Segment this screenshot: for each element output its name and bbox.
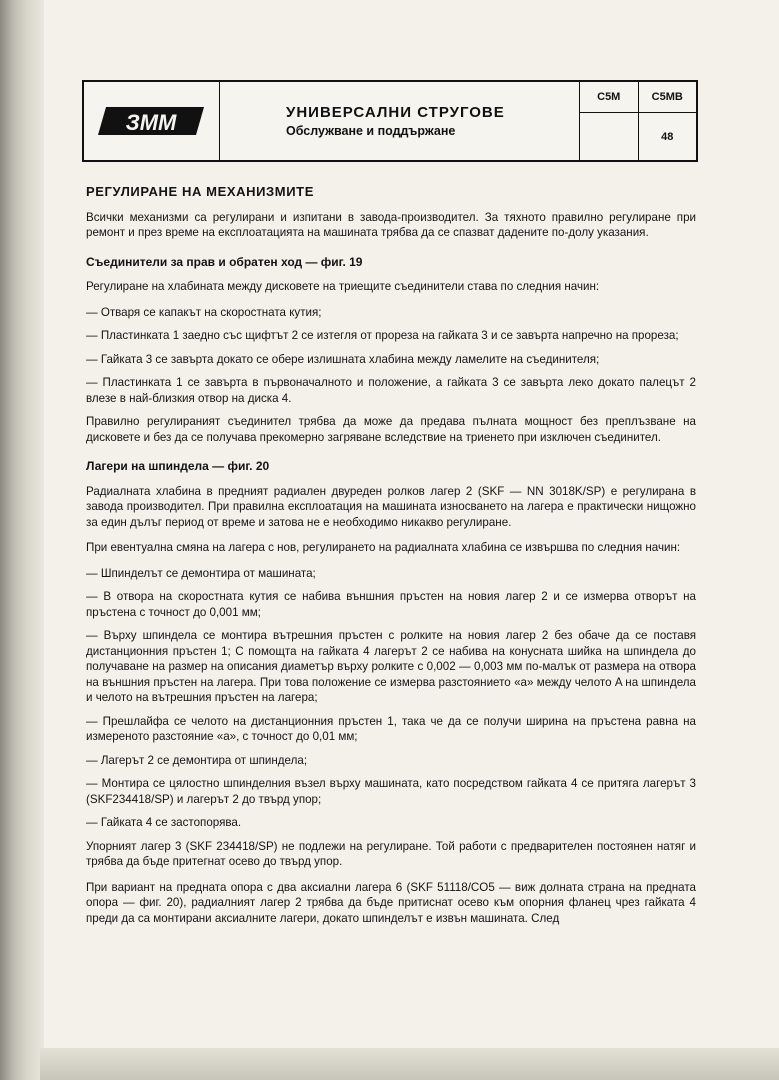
section1-item: — Пластинката 1 се завърта в първоначалното и положение, а гайката 3 се завърта леко докато палецът 2 влезе в най-близкия отвор на диска 4. [86, 376, 696, 405]
section1-item: — Пластинката 1 заедно със щифтът 2 се изтегля от прореза на гайката 3 и се завърта напречно на прореза; [86, 329, 679, 342]
section2-item: — Шпинделът се демонтира от машината; [86, 566, 316, 580]
book-binding-edge [0, 0, 46, 1080]
zmm-logo-icon [96, 103, 208, 139]
document-title: УНИВЕРСАЛНИ СТРУГОВЕ [286, 104, 505, 121]
section2-paragraph: Упорният лагер 3 (SKF 234418/SP) не подлежи на регулиране. Той работи с предварителен постоянен натяг и трябва да бъде притегнат осево до твърд упор. [86, 839, 696, 868]
page-number: 48 [661, 130, 674, 143]
intro-paragraph: Всички механизми са регулирани и изпитани в завода-производител. За тяхното правилно регулиране при ремонт и през време на експлоатацията на машината трябва да се спазват дадените по-долу указания. [86, 210, 696, 239]
logo-cell [84, 82, 220, 160]
models-blank-cell [580, 113, 639, 160]
section2-item: — В отвора на скоростната кутия се набива външния пръстен на новия лагер 2 и се измерва отворът на пръстена с точност до 0,001 мм; [86, 590, 696, 619]
section1-title: Съединители за прав и обратен ход — фиг. 19 [86, 254, 363, 269]
main-heading: РЕГУЛИРАНЕ НА МЕХАНИЗМИТЕ [86, 184, 314, 199]
document-body [86, 184, 696, 936]
section2-item: — Монтира се цялостно шпинделния възел върху машината, като посредством гайката 4 се притяга лагерът 3 (SKF234418/SP) и лагерът 2 до твърд упор; [86, 777, 696, 806]
section2-item: — Върху шпиндела се монтира вътрешния пръстен с ролките на новия лагер 2 без обаче да се поставя дистанционния пръстен 1; С помощта на гайката 4 лагерът 2 се набива на конусната шийка на шпиндела до получаване на размер на описания диаметър върху ролките с 0,002 — 0,003 мм по-малък от размера на отвора на външния пръстен на лагера. При това положение се измерва разстоянието «а» между челото A на шпиндела и челото на вътрешния пръстен на лагера; [86, 629, 696, 704]
section1-closing: Правилно регулираният съединител трябва да може да предава пълната мощност без преплъзване на дисковете и без да се получава прекомерно загряване вследствие на триенето при изключен съединител. [86, 415, 696, 444]
models-cell [580, 82, 696, 160]
section1-lead: Регулиране на хлабината между дисковете на триещите съединители става по следния начин: [86, 280, 600, 293]
document-header [82, 80, 698, 162]
section1-item: — Отваря се капакът на скоростната кутия; [86, 305, 322, 319]
logo-text: ЗММ [125, 110, 176, 135]
section2-item: — Гайката 4 се застопорява. [86, 816, 242, 829]
section2-item: — Лагерът 2 се демонтира от шпиндела; [86, 753, 308, 767]
section2-paragraph: При вариант на предната опора с два аксиални лагера 6 (SKF 51118/CO5 — виж долната страна на предната опора — фиг. 20), радиалният лагер 2 трябва да бъде притиснат осево към опорния фланец чрез гайката 4 преди да са монтирани аксиалните лагери, докато шпинделът е извън машината. След [86, 880, 696, 925]
section2-item: — Прешлайфа се челото на дистанционния пръстен 1, така че да се получи ширина на пръстена равна на измереното разстояние «а», с точност до 0,01 мм; [86, 714, 696, 743]
model-c5m: C5M [580, 82, 639, 112]
model-c5mb: C5MB [651, 91, 683, 103]
page-bottom-edge [40, 1048, 779, 1080]
document-subtitle: Обслужване и поддържане [286, 124, 456, 138]
section2-title: Лагери на шпиндела — фиг. 20 [86, 459, 270, 473]
section2-paragraph: При евентуална смяна на лагера с нов, регулирането на радиалната хлабина се извършва по следния начин: [86, 541, 681, 554]
section2-paragraph: Радиалната хлабина в предният радиален двуреден ролков лагер 2 (SKF — NN 3018K/SP) е регулирана в завода производител. При правилна експлоатация на машината износването на лагера е практически нищожно за един дълъг период от време и затова не е необходимо никакво регулиране. [86, 484, 696, 529]
title-cell [220, 82, 580, 160]
section1-item: — Гайката 3 се завърта докато се обере излишната хлабина между ламелите на съединителя; [86, 352, 600, 366]
